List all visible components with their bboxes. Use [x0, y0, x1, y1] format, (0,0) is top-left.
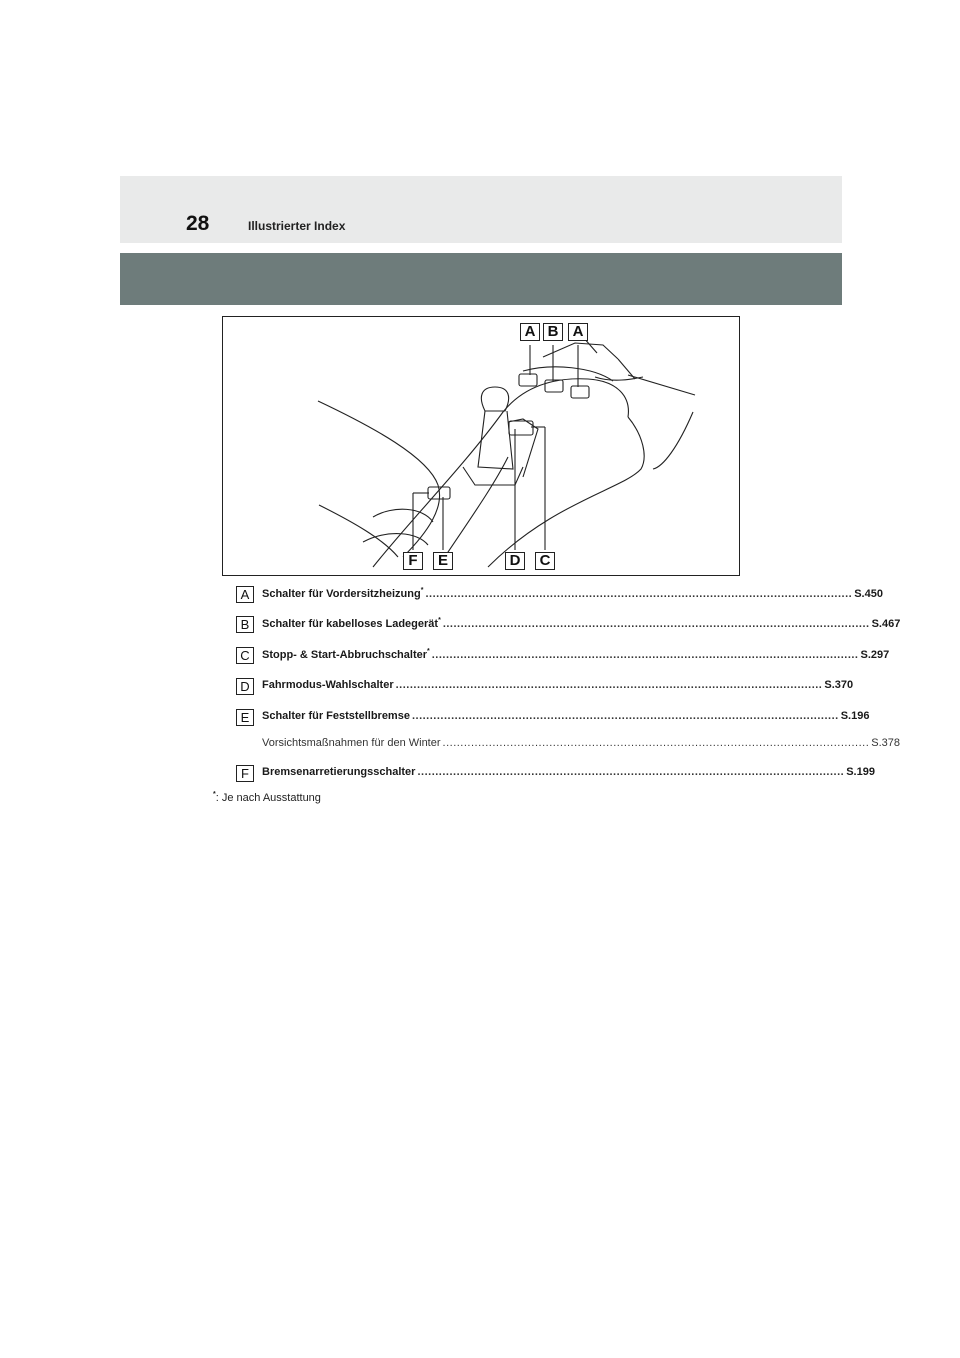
- footnote-star: *: [438, 617, 441, 624]
- entry-label: Vorsichtsmaßnahmen für den Winter: [262, 737, 441, 749]
- footnote-star: *: [427, 648, 430, 655]
- leader-dots: ........................................................................................................................: [417, 766, 845, 778]
- leader-dots: ........................................................................................................................: [411, 710, 839, 722]
- entry-label: Schalter für Feststellbremse: [262, 710, 410, 722]
- index-entry-stop-start-cancel: [236, 647, 890, 665]
- center-console-illustration: [222, 316, 740, 576]
- entry-letter: E: [236, 709, 254, 726]
- entry-letter: D: [236, 678, 254, 695]
- entry-label: Schalter für kabelloses Ladegerät: [262, 618, 439, 630]
- callout-e: E: [433, 552, 453, 570]
- footnote-text: : Je nach Ausstattung: [215, 792, 321, 804]
- index-subentry-winter: [236, 736, 901, 754]
- callout-b: B: [543, 323, 563, 341]
- entry-page-link[interactable]: S.370: [824, 679, 854, 691]
- entry-page-link[interactable]: S.196: [840, 710, 870, 722]
- footnote-star: *: [420, 587, 424, 594]
- callout-f: F: [403, 552, 423, 570]
- entry-letter: C: [236, 647, 254, 664]
- footnote-mark: *: [213, 791, 216, 798]
- leader-dots: ........................................................................................................................: [442, 737, 870, 749]
- entry-label: Bremsenarretierungsschalter: [262, 766, 416, 778]
- index-entry-drive-mode: [236, 678, 854, 696]
- footnote: [213, 791, 321, 804]
- entry-page-link[interactable]: S.199: [846, 766, 875, 778]
- index-entry-wireless-charger: [236, 616, 901, 634]
- entry-page-link[interactable]: S.297: [860, 649, 890, 661]
- header-title: Illustrierter Index: [248, 219, 346, 233]
- callout-a-right: A: [568, 323, 588, 341]
- callout-c: C: [535, 552, 555, 570]
- leader-dots: ........................................................................................................................: [425, 588, 853, 600]
- page-number: 28: [186, 212, 210, 235]
- entry-label: Fahrmodus-Wahlschalter: [262, 679, 394, 691]
- leader-dots: ........................................................................................................................: [442, 618, 870, 630]
- entry-label: Schalter für Vordersitzheizung: [262, 588, 421, 600]
- entry-letter: B: [236, 616, 254, 633]
- callout-a-left: A: [520, 323, 540, 341]
- entry-label: Stopp- & Start-Abbruchschalter: [262, 649, 428, 661]
- index-entry-parking-brake: [236, 709, 870, 727]
- header-band: [120, 176, 842, 243]
- leader-dots: ........................................................................................................................: [395, 679, 823, 691]
- leader-dots: ........................................................................................................................: [431, 649, 859, 661]
- console-line-drawing: [223, 317, 741, 577]
- entry-page-link[interactable]: S.378: [871, 737, 901, 749]
- entry-letter: A: [236, 586, 254, 603]
- index-entry-seat-heater: [236, 586, 883, 604]
- entry-page-link[interactable]: S.467: [871, 618, 901, 630]
- index-entry-brake-hold: [236, 765, 875, 783]
- entry-page-link[interactable]: S.450: [854, 588, 883, 600]
- section-title-bar: [120, 253, 842, 305]
- entry-letter: F: [236, 765, 254, 782]
- callout-d: D: [505, 552, 525, 570]
